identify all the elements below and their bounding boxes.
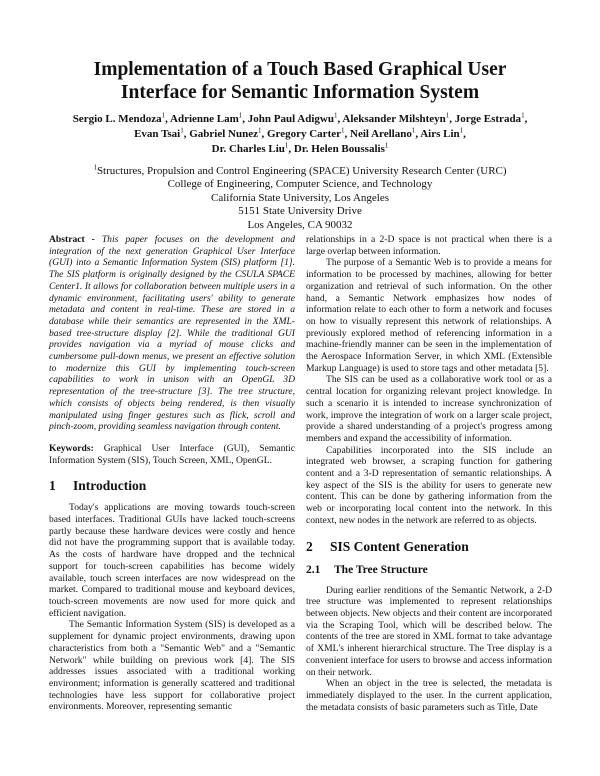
section-number: 2 xyxy=(306,538,313,554)
author-name: Evan Tsai xyxy=(134,128,181,140)
intro-paragraph-1: Today's applications are moving towards touch-screen based interfaces. Traditional GUIs have lacked touch-screens partly because these hardware devices were costly and hence did not have the programming support that is available today. As the costs of hardware have dropped and the technical support for touch-screen capabilities has become widely available, touch screen interfaces are now widespread on the market. Compared to traditional mouse and keyboard devices, touch-screen movements are now used for more quick and efficient navigation. xyxy=(49,502,295,619)
author-name: Airs Lin xyxy=(420,128,460,140)
section-number: 1 xyxy=(49,478,56,494)
affiliation-line-3: California State University, Los Angeles xyxy=(210,191,389,204)
author-affil-mark: 1 xyxy=(411,126,416,135)
affiliation-text: Structures, Propulsion and Control Engineering (SPACE) University Research Center (URC) xyxy=(96,165,507,177)
author-affil-mark: 1 xyxy=(521,111,525,120)
author-separator: , xyxy=(337,113,343,125)
affiliation xyxy=(40,165,560,232)
affiliation-line-5: Los Angeles, CA 90032 xyxy=(247,218,353,231)
intro-paragraph-2-continued: relationships in a 2-D space is not practical when there is a large overlap between information. xyxy=(306,234,552,257)
author-name: Adrienne Lam xyxy=(170,113,239,125)
author-line-2 xyxy=(40,127,560,142)
author-separator: , xyxy=(415,128,421,140)
abstract xyxy=(49,234,295,433)
author-name: Jorge Estrada xyxy=(454,113,522,125)
author-separator: , xyxy=(344,128,350,140)
abstract-text: This paper focuses on the development and integration of the next generation Graphical User Interface (GUI) into a Semantic Information System (SIS) platform [1]. The SIS platform is originally designed by the CSULA SPACE Center1. It allows for collaboration between multiple users in a dynamic environment, facilitating users' ability to generate metadata and content in real-time. These are stored in a database while their semantics are represented in the XML-based tree-structure display [2]. While the traditional GUI provides navigation via a myriad of mouse clicks and cumbersome pull-down menus, we present an effective solution to modernize this GUI by implementing touch-screen capabilities to work in unison with an OpenGL 3D representation of the tree-structure [3]. The tree structure, which consists of objects being rendered, is then visually manipulated using finger gestures such as flick, scroll and pinch-zoom, providing seamless navigation through content. xyxy=(49,234,295,433)
author-name: Dr. Charles Liu xyxy=(211,143,285,155)
author-affil-mark: 1 xyxy=(333,111,338,120)
author-separator: , xyxy=(288,143,294,155)
author-list xyxy=(40,112,560,157)
author-name: Neil Arellano xyxy=(350,128,412,140)
author-affil-mark: 1 xyxy=(161,111,166,120)
author-name: John Paul Adigwu xyxy=(247,113,334,125)
affiliation-line-1 xyxy=(40,165,560,178)
affiliation-mark: 1 xyxy=(93,163,97,172)
author-separator: , xyxy=(261,128,267,140)
intro-paragraph-5: Capabilities incorporated into the SIS include an integrated web browser, a scraping function for gathering content and a 3-D representation of semantic relationships. A key aspect of the SIS is the ability for users to generate new content. This can be done by gathering information from the web or incorporating local content into the network. In this context, new nodes in the network are referred to as objects. xyxy=(306,444,552,526)
author-affil-mark: 1 xyxy=(257,126,262,135)
keywords xyxy=(49,443,295,466)
section-heading-introduction xyxy=(49,478,295,494)
section-heading-content-generation xyxy=(306,539,552,555)
intro-paragraph-3: The purpose of a Semantic Web is to provide a means for information to be processed by machines, allowing for better organization and retrieval of such information. On the other hand, a Semantic Network emphasizes how nodes of information relate to each other to form a network and focuses on how to visually represent this network of relationships. A previously explored method of referencing information in a machine-friendly manner can be seen in the implementation of the Aerospace Information Server, in which XML (Extensible Markup Language) is used to store tags and other metadata [5]. xyxy=(306,257,552,374)
author-separator: , xyxy=(463,128,466,140)
author-affil-mark: 1 xyxy=(284,141,289,150)
affiliation-line-4: 5151 State University Drive xyxy=(238,205,362,218)
tree-paragraph-1: During earlier renditions of the Semantic Network, a 2-D tree structure was implemented to represent relationships between objects. New objects and their content are incorporated via the Scraping Tool, which will be described below. The contents of the tree are stored in XML format to take advantage of XML's inherent hierarchical structure. The Tree display is a convenient interface for users to browse and access information on their network. xyxy=(306,584,552,678)
author-separator: , xyxy=(165,113,171,125)
author-affil-mark: 1 xyxy=(238,111,243,120)
author-line-3 xyxy=(40,142,560,157)
title-line-2: Interface for Semantic Information System xyxy=(120,82,480,103)
subsection-title: The Tree Structure xyxy=(334,563,428,576)
author-affil-mark: 1 xyxy=(341,126,345,135)
tree-paragraph-2: When an object in the tree is selected, the metadata is immediately displayed to the user. In the current application, the metadata consists of basic parameters such as Title, Date xyxy=(306,678,552,713)
intro-paragraph-2: The Semantic Information System (SIS) is developed as a supplement for dynamic project environments, drawing upon characteristics from both a "Semantic Web" and a "Semantic Network" while building on previous work [4]. The SIS addresses issues associated with a traditional working environment; information is generally scattered and traditional technologies have less support for collaborative project environments. Moreover, representing semantic xyxy=(49,619,295,713)
author-affil-mark: 1 xyxy=(459,126,464,135)
author-separator: , xyxy=(449,113,455,125)
section-title: Introduction xyxy=(73,478,147,494)
paper-title xyxy=(40,58,560,104)
keywords-label: Keywords: xyxy=(49,442,94,454)
section-title: SIS Content Generation xyxy=(330,538,469,554)
author-name: Sergio L. Mendoza xyxy=(72,113,162,125)
author-affil-mark: 1 xyxy=(180,126,184,135)
right-column xyxy=(306,234,552,713)
title-line-1: Implementation of a Touch Based Graphical User xyxy=(93,59,507,80)
author-name: Gregory Carter xyxy=(266,128,341,140)
author-separator: , xyxy=(183,128,190,140)
left-column xyxy=(49,234,295,713)
author-separator: , xyxy=(242,113,248,125)
abstract-label: Abstract - xyxy=(49,234,102,245)
keywords-text: Graphical User Interface (GUI), Semantic Information System (SIS), Touch Screen, XML, OpenGL. xyxy=(49,442,295,466)
author-affil-mark: 1 xyxy=(445,111,450,120)
affiliation-line-2: College of Engineering, Computer Science, and Technology xyxy=(167,178,433,191)
intro-paragraph-4: The SIS can be used as a collaborative work tool or as a central location for organizing relevant project knowledge. In such a scenario it is intended to increase synchronization of work, improve the integration of work on a larger scale project, provide a shared understanding of a project's progress among members and expand the accessibility of information. xyxy=(306,374,552,444)
author-name: Dr. Helen Boussalis xyxy=(293,143,385,155)
author-separator: , xyxy=(524,113,528,125)
author-line-1 xyxy=(40,112,560,127)
subsection-number: 2.1 xyxy=(306,563,321,576)
subsection-heading-tree-structure xyxy=(306,563,552,577)
author-name: Gabriel Nunez xyxy=(189,128,258,140)
author-name: Aleksander Milshteyn xyxy=(342,113,446,125)
author-affil-mark: 1 xyxy=(384,141,389,150)
